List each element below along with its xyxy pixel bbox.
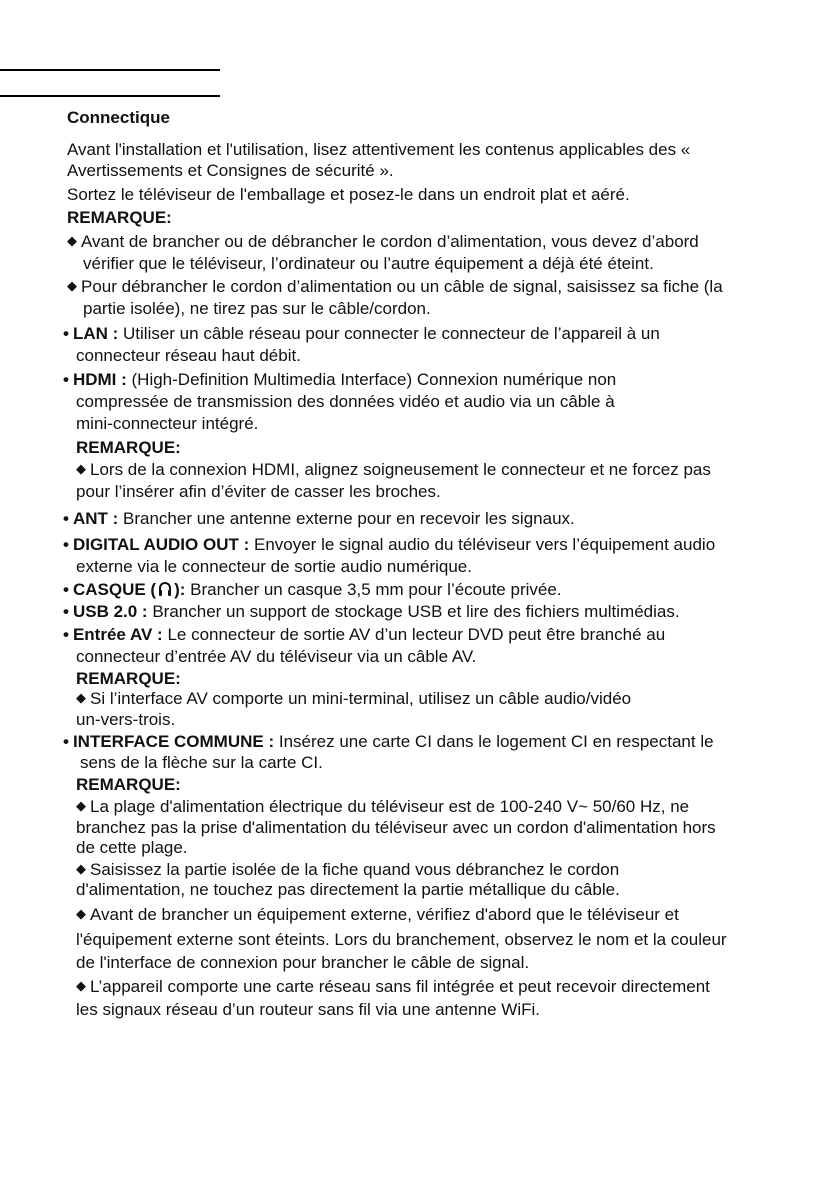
connector-cont: externe via le connecteur de sortie audio numérique.: [76, 557, 472, 576]
header-rule-top: [0, 69, 220, 71]
diamond-bullet-icon: ◆: [76, 906, 86, 921]
note-item-cont: branchez pas la prise d'alimentation du téléviseur avec un cordon d'alimentation hors: [76, 818, 716, 837]
connector-cont: sens de la flèche sur la carte CI.: [80, 753, 323, 772]
intro-line: Avertissements et Consignes de sécurité ».: [67, 161, 394, 180]
remarque-heading: REMARQUE:: [67, 208, 172, 227]
note-item: ◆ L’appareil comporte une carte réseau sans fil intégrée et peut recevoir directement: [76, 977, 710, 996]
diamond-bullet-icon: ◆: [76, 861, 86, 876]
connector-casque: • CASQUE ( ): Brancher un casque 3,5 mm pour l’écoute privée.: [63, 580, 562, 599]
note-item-cont: vérifier que le téléviseur, l’ordinateur ou l’autre équipement a déjà été éteint.: [83, 254, 654, 273]
connector-digital-audio: • DIGITAL AUDIO OUT : Envoyer le signal audio du téléviseur vers l’équipement audio: [63, 535, 716, 554]
connector-cont: connecteur d’entrée AV du téléviseur via un câble AV.: [76, 647, 477, 666]
diamond-bullet-icon: ◆: [76, 461, 86, 476]
header-rule-bottom: [0, 95, 220, 97]
connector-av: • Entrée AV : Le connecteur de sortie AV d’un lecteur DVD peut être branché au: [63, 625, 666, 644]
note-item: ◆ Avant de brancher ou de débrancher le cordon d’alimentation, vous devez d’abord: [67, 232, 699, 251]
note-item: ◆ Saisissez la partie isolée de la fiche quand vous débranchez le cordon: [76, 860, 620, 879]
note-item-cont: l'équipement externe sont éteints. Lors du branchement, observez le nom et la couleur: [76, 930, 727, 949]
connector-ant: • ANT : Brancher une antenne externe pour en recevoir les signaux.: [63, 509, 575, 528]
diamond-bullet-icon: ◆: [76, 798, 86, 813]
connector-usb: • USB 2.0 : Brancher un support de stockage USB et lire des fichiers multimédias.: [63, 602, 680, 621]
connector-cont: connecteur réseau haut débit.: [76, 346, 301, 365]
note-item-cont: les signaux réseau d’un routeur sans fil via une antenne WiFi.: [76, 1000, 540, 1019]
note-item: ◆ Pour débrancher le cordon d’alimentation ou un câble de signal, saisissez sa fiche (la: [67, 277, 723, 296]
intro-line: Sortez le téléviseur de l'emballage et posez-le dans un endroit plat et aéré.: [67, 185, 630, 204]
note-item-cont: d'alimentation, ne touchez pas directement la partie métallique du câble.: [76, 880, 620, 899]
diamond-bullet-icon: ◆: [67, 233, 77, 248]
connector-cont: mini-connecteur intégré.: [76, 414, 259, 433]
connector-hdmi: • HDMI : (High-Definition Multimedia Interface) Connexion numérique non: [63, 370, 617, 389]
connector-cont: compressée de transmission des données vidéo et audio via un câble à: [76, 392, 615, 411]
note-item: ◆ Si l’interface AV comporte un mini-terminal, utilisez un câble audio/vidéo: [76, 689, 632, 708]
note-item: ◆ Avant de brancher un équipement externe, vérifiez d'abord que le téléviseur et: [76, 905, 679, 924]
remarque-heading: REMARQUE:: [76, 438, 181, 457]
note-item-cont: pour l’insérer afin d’éviter de casser les broches.: [76, 482, 441, 501]
note-item-cont: un-vers-trois.: [76, 710, 176, 729]
remarque-heading: REMARQUE:: [76, 669, 181, 688]
section-title: Connectique: [67, 108, 170, 127]
diamond-bullet-icon: ◆: [76, 978, 86, 993]
note-item: ◆ Lors de la connexion HDMI, alignez soigneusement le connecteur et ne forcez pas: [76, 460, 711, 479]
diamond-bullet-icon: ◆: [76, 690, 86, 705]
diamond-bullet-icon: ◆: [67, 278, 77, 293]
remarque-heading: REMARQUE:: [76, 775, 181, 794]
note-item-cont: de l'interface de connexion pour brancher le câble de signal.: [76, 953, 530, 972]
note-item-cont: partie isolée), ne tirez pas sur le câble/cordon.: [83, 299, 431, 318]
connector-lan: • LAN : Utiliser un câble réseau pour connecter le connecteur de l’appareil à un: [63, 324, 660, 343]
intro-line: Avant l'installation et l'utilisation, lisez attentivement les contenus applicables des «: [67, 140, 691, 159]
note-item: ◆ La plage d'alimentation électrique du téléviseur est de 100-240 V~ 50/60 Hz, ne: [76, 797, 690, 816]
headphone-icon: [158, 581, 172, 597]
connector-ci: • INTERFACE COMMUNE : Insérez une carte CI dans le logement CI en respectant le: [63, 732, 714, 751]
note-item-cont: de cette plage.: [76, 838, 188, 857]
